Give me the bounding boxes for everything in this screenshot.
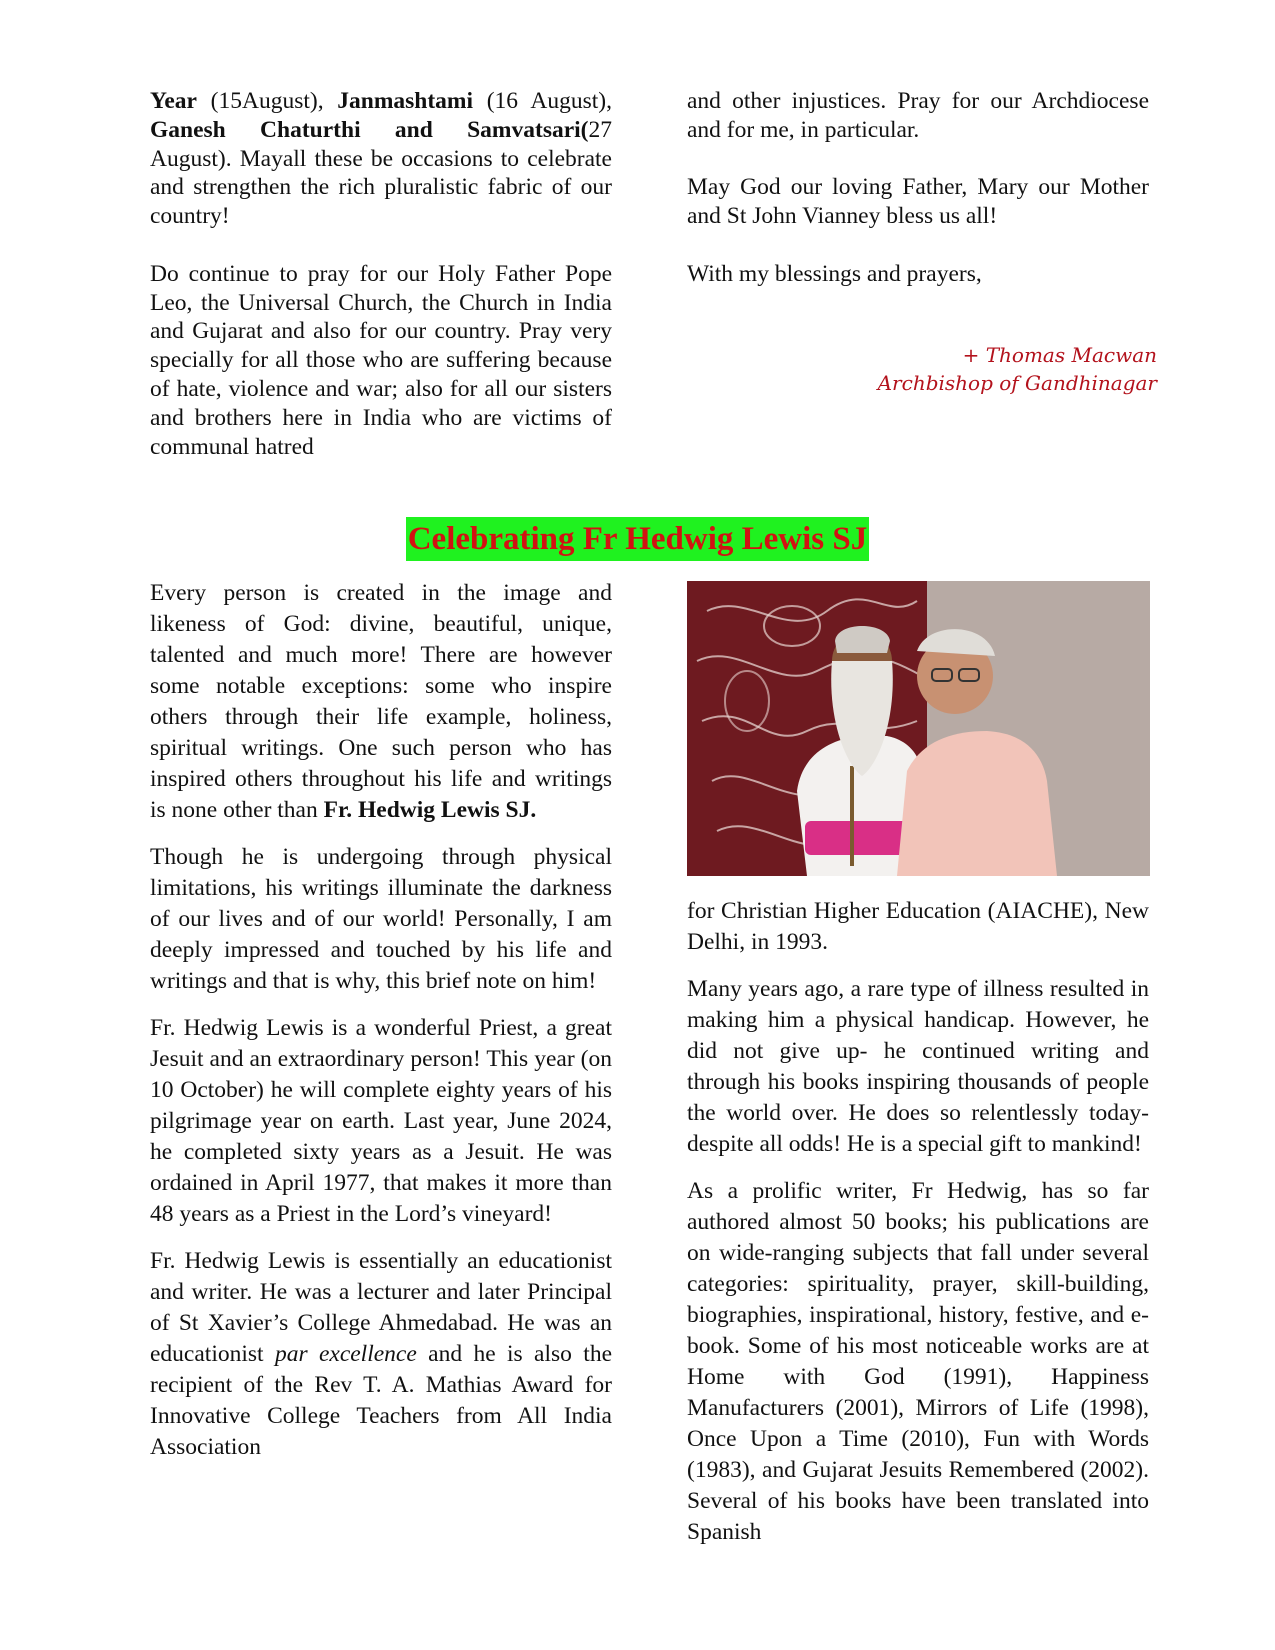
italic-phrase: par excellence: [274, 1341, 417, 1367]
intro-paragraph: [150, 578, 612, 826]
signature-name: + Thomas Macwan: [962, 343, 1157, 367]
publications-paragraph: As a prolific writer, Fr Hedwig, has so far authored almost 50 books; his publications are on wide-ranging subjects that fall under several categories: spirituality, prayer, skill-building, biographies, inspirational, history, festive, and e-book. Some of his most noticeable works are at Home with God (1991), Happiness Manufacturers (2001), Mirrors of Life (1998), Once Upon a Time (2010), Fun with Words (1983), and Gujarat Jesuits Remembered (2002). Several of his books have been translated into Spanish: [687, 1178, 1149, 1545]
text-segment: and he is also the recipient of the Rev T. A. Mathias Award for Innovative College Teachers from All India Association: [150, 1341, 612, 1460]
injustices-paragraph: and other injustices. Pray for our Archdiocese and for me, in particular.: [687, 88, 1149, 143]
bold-janmashtami: Janmashtami: [337, 88, 474, 114]
aiache-paragraph: for Christian Higher Education (AIACHE), New Delhi, in 1993.: [687, 898, 1149, 955]
closing-line: With my blessings and prayers,: [687, 260, 982, 287]
text-segment: (15August),: [196, 88, 338, 114]
article-right-column: [687, 896, 1149, 1564]
text-segment: Every person is created in the image and likeness of God: divine, beautiful, unique, talented and much more! There are however some notable exceptions: some who inspire others through their life example, holiness, spiritual writings. One such person who has inspired others throughout his life and writings is none other than: [150, 580, 612, 823]
educationist-paragraph: [150, 1246, 612, 1463]
headline-text: Celebrating Fr Hedwig Lewis SJ: [406, 517, 870, 561]
bold-name: Fr. Hedwig Lewis SJ.: [323, 797, 537, 823]
limitations-paragraph: Though he is undergoing through physical limitations, his writings illuminate the darkness of our lives and of our world! Personally, I am deeply impressed and touched by his life and writings and that is why, this brief note on him!: [150, 844, 612, 994]
blessing-paragraph: May God our loving Father, Mary our Mother and St John Vianney bless us all!: [687, 174, 1149, 230]
text-segment: (16 August),: [473, 88, 613, 114]
photo-archbishop-and-fr-hedwig: [687, 581, 1150, 876]
illness-paragraph: Many years ago, a rare type of illness resulted in making him a physical handicap. However, he did not give up- he continued writing and through his books inspiring thousands of people the world over. He does so relentlessly today- despite all odds! He is a special gift to mankind!: [687, 976, 1149, 1157]
top-left-column: [150, 87, 612, 461]
article-left-column: [150, 578, 612, 1479]
bold-year: Year: [150, 88, 197, 114]
signature-title: Archbishop of Gandhinagar: [877, 371, 1157, 395]
signature-block: [780, 341, 1157, 397]
prayer-paragraph: Do continue to pray for our Holy Father Pope Leo, the Universal Church, the Church in India and Gujarat and also for our country. Pray very specially for all those who are suffering because of hate, violence and war; also for all our sisters and brothers here in India who are victims of communal hatred: [150, 260, 612, 460]
article-headline: [0, 517, 1275, 561]
biography-paragraph: Fr. Hedwig Lewis is a wonderful Priest, a great Jesuit and an extraordinary person! This year (on 10 October) he will complete eighty years of his pilgrimage year on earth. Last year, June 2024, he completed sixty years as a Jesuit. He was ordained in April 1977, that makes it more than 48 years as a Priest in the Lord’s vineyard!: [150, 1015, 612, 1227]
bold-ganesh-chaturthi: Ganesh Chaturthi and Samvatsari(: [150, 116, 589, 143]
festivals-paragraph: [150, 87, 612, 231]
text-segment: 27 August). Mayall these be occasions to celebrate and strengthen the rich pluralistic fabric of our country!: [150, 116, 612, 230]
text-segment: Fr. Hedwig Lewis is essentially an educationist and writer. He was a lecturer and later Principal of St Xavier’s College Ahmedabad. He was an educationist: [150, 1248, 612, 1367]
top-right-column: [687, 87, 1149, 289]
